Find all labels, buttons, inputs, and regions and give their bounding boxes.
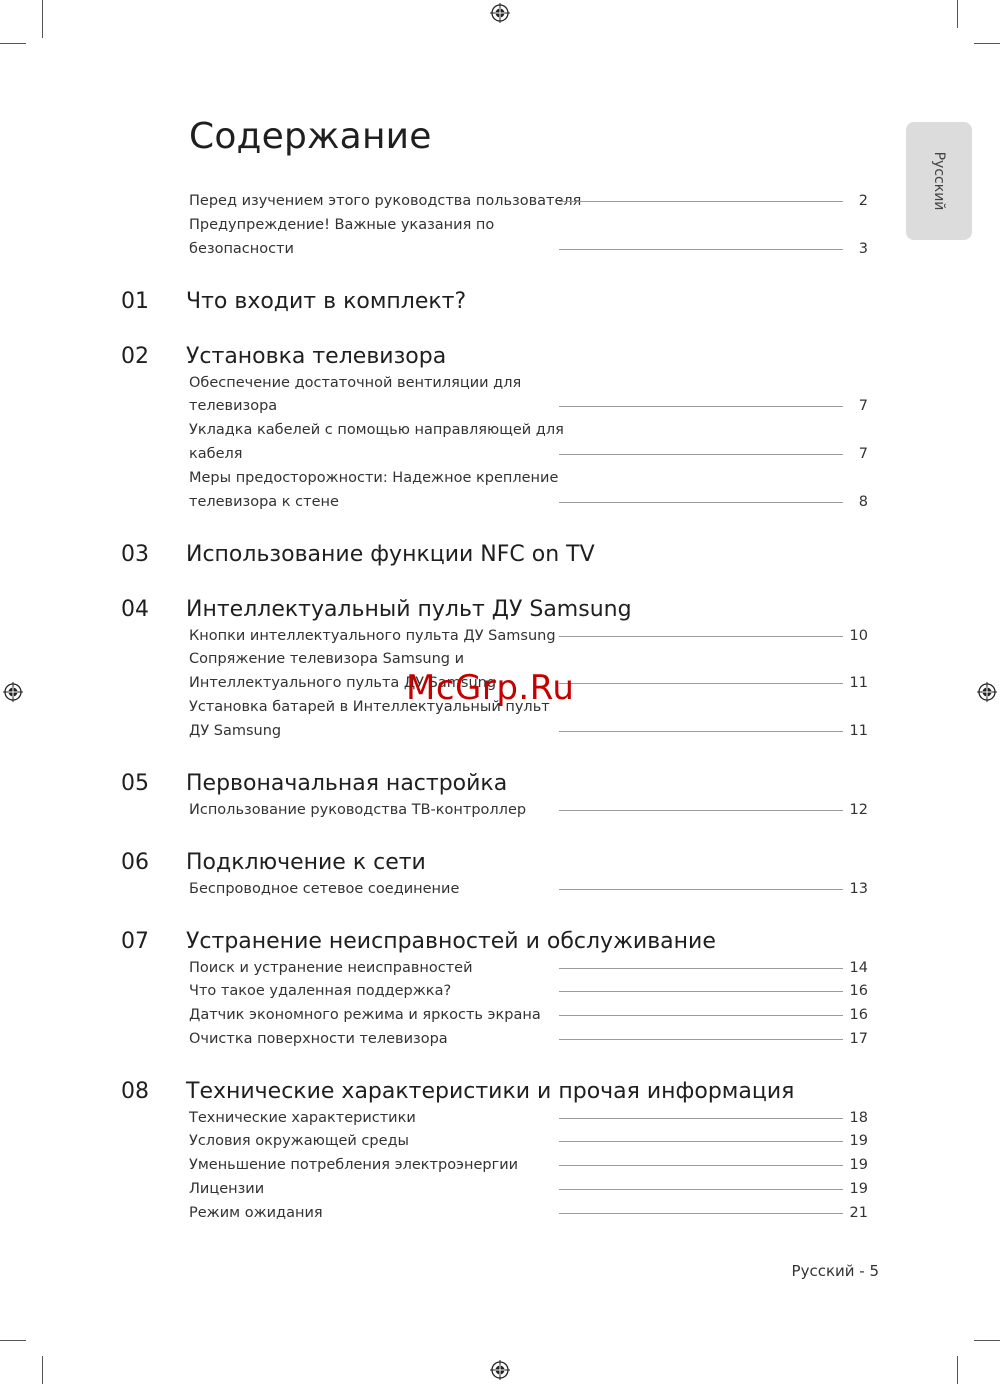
registration-mark-icon: [490, 1360, 510, 1380]
section-number: 01: [121, 289, 149, 314]
toc-entry-text[interactable]: Режим ожидания: [189, 1204, 323, 1221]
page-title: Содержание: [189, 116, 432, 157]
registration-mark-icon: [977, 682, 997, 702]
toc-entry-text[interactable]: Обеспечение достаточной вентиляции для: [189, 374, 522, 391]
section-title[interactable]: Интеллектуальный пульт ДУ Samsung: [186, 597, 632, 622]
language-tab-label: Русский: [931, 151, 947, 211]
toc-page-number[interactable]: 16: [849, 983, 868, 1000]
toc-entry-text[interactable]: Лицензии: [189, 1180, 265, 1197]
toc-page-number[interactable]: 21: [849, 1204, 868, 1221]
toc-leader-line: [559, 1015, 843, 1016]
toc-leader-line: [559, 810, 843, 811]
toc-entry-text[interactable]: Датчик экономного режима и яркость экрана: [189, 1007, 541, 1024]
toc-entry-text[interactable]: Поиск и устранение неисправностей: [189, 959, 473, 976]
crop-mark: [0, 43, 26, 44]
section-number: 03: [121, 542, 149, 567]
registration-mark-icon: [3, 682, 23, 702]
toc-leader-line: [559, 1118, 843, 1119]
crop-mark: [974, 1340, 1000, 1341]
section-title[interactable]: Что входит в комплект?: [186, 289, 467, 314]
toc-page-number[interactable]: 14: [849, 959, 868, 976]
section-title[interactable]: Технические характеристики и прочая информация: [186, 1079, 795, 1104]
toc-leader-line: [559, 991, 843, 992]
section-number: 08: [121, 1079, 149, 1104]
toc-leader-line: [559, 454, 843, 455]
watermark: McGrp.Ru: [406, 668, 575, 708]
toc-leader-line: [559, 683, 843, 684]
toc-page-number[interactable]: 19: [849, 1180, 868, 1197]
toc-leader-line: [559, 406, 843, 407]
toc-entry-text[interactable]: Укладка кабелей с помощью направляющей для: [189, 422, 564, 439]
toc-entry-text[interactable]: Уменьшение потребления электроэнергии: [189, 1157, 519, 1174]
toc-entry-text[interactable]: Беспроводное сетевое соединение: [189, 880, 460, 897]
toc-entry-text[interactable]: Предупреждение! Важные указания по: [189, 216, 495, 233]
toc-entry-text[interactable]: Условия окружающей среды: [189, 1133, 409, 1150]
toc-entry-text[interactable]: Очистка поверхности телевизора: [189, 1030, 448, 1047]
section-number: 05: [121, 771, 149, 796]
crop-mark: [957, 0, 958, 28]
toc-page-number[interactable]: 18: [849, 1109, 868, 1126]
toc-entry-text[interactable]: Использование руководства ТВ-контроллер: [189, 801, 527, 818]
toc-page-number[interactable]: 3: [858, 240, 868, 257]
registration-mark-icon: [490, 3, 510, 23]
section-title[interactable]: Первоначальная настройка: [186, 771, 508, 796]
toc-page-number[interactable]: 16: [849, 1007, 868, 1024]
toc-entry-text[interactable]: телевизора: [189, 398, 278, 415]
toc-leader-line: [559, 249, 843, 250]
language-tab: [906, 122, 972, 240]
toc-page-number[interactable]: 12: [849, 801, 868, 818]
toc-page-number[interactable]: 19: [849, 1157, 868, 1174]
toc-leader-line: [559, 1213, 843, 1214]
section-title[interactable]: Использование функции NFC on TV: [186, 542, 595, 567]
toc-page-number[interactable]: 13: [849, 880, 868, 897]
toc-entry-text[interactable]: Установка батарей в Интеллектуальный пульт: [189, 698, 550, 715]
toc-leader-line: [559, 889, 843, 890]
crop-mark: [0, 1340, 26, 1341]
toc-leader-line: [559, 636, 843, 637]
section-title[interactable]: Подключение к сети: [186, 850, 426, 875]
toc-entry-text[interactable]: Технические характеристики: [189, 1109, 416, 1126]
section-number: 02: [121, 344, 149, 369]
section-number: 07: [121, 929, 149, 954]
toc-entry-text[interactable]: Меры предосторожности: Надежное крепление: [189, 469, 559, 486]
toc-leader-line: [559, 201, 843, 202]
toc-leader-line: [559, 1141, 843, 1142]
toc-page-number[interactable]: 11: [849, 675, 868, 692]
toc-leader-line: [559, 968, 843, 969]
toc-entry-text[interactable]: Перед изучением этого руководства пользователя: [189, 193, 582, 209]
toc-leader-line: [559, 731, 843, 732]
toc-entry-text[interactable]: Кнопки интеллектуального пульта ДУ Samsung: [189, 627, 556, 644]
crop-mark: [42, 1356, 43, 1384]
toc-page-number[interactable]: 19: [849, 1133, 868, 1150]
crop-mark: [957, 1356, 958, 1384]
toc-entry-text[interactable]: безопасности: [189, 240, 294, 257]
toc-entry-text[interactable]: телевизора к стене: [189, 493, 339, 510]
toc-page-number[interactable]: 10: [849, 627, 868, 644]
toc-page-number[interactable]: 17: [849, 1030, 868, 1047]
section-title[interactable]: Установка телевизора: [186, 344, 447, 369]
toc-entry-text[interactable]: ДУ Samsung: [189, 722, 282, 739]
crop-mark: [42, 0, 43, 38]
toc-page-number[interactable]: 11: [849, 722, 868, 739]
toc-entry-text[interactable]: Интеллектуального пульта ДУ Samsung: [189, 675, 497, 692]
toc-entry-text[interactable]: кабеля: [189, 445, 243, 462]
toc-entry-text[interactable]: Что такое удаленная поддержка?: [189, 983, 452, 1000]
toc-page-number[interactable]: 8: [858, 493, 868, 510]
toc-leader-line: [559, 1165, 843, 1166]
section-title[interactable]: Устранение неисправностей и обслуживание: [186, 929, 716, 954]
toc-leader-line: [559, 1039, 843, 1040]
toc-entry-text[interactable]: Сопряжение телевизора Samsung и: [189, 651, 465, 668]
section-number: 06: [121, 850, 149, 875]
crop-mark: [974, 43, 1000, 44]
section-number: 04: [121, 597, 149, 622]
toc-leader-line: [559, 1189, 843, 1190]
toc-leader-line: [559, 502, 843, 503]
toc-page-number[interactable]: 7: [858, 398, 868, 415]
toc-page-number[interactable]: 2: [858, 193, 868, 209]
page-footer: Русский - 5: [791, 1262, 879, 1280]
toc-page-number[interactable]: 7: [858, 445, 868, 462]
